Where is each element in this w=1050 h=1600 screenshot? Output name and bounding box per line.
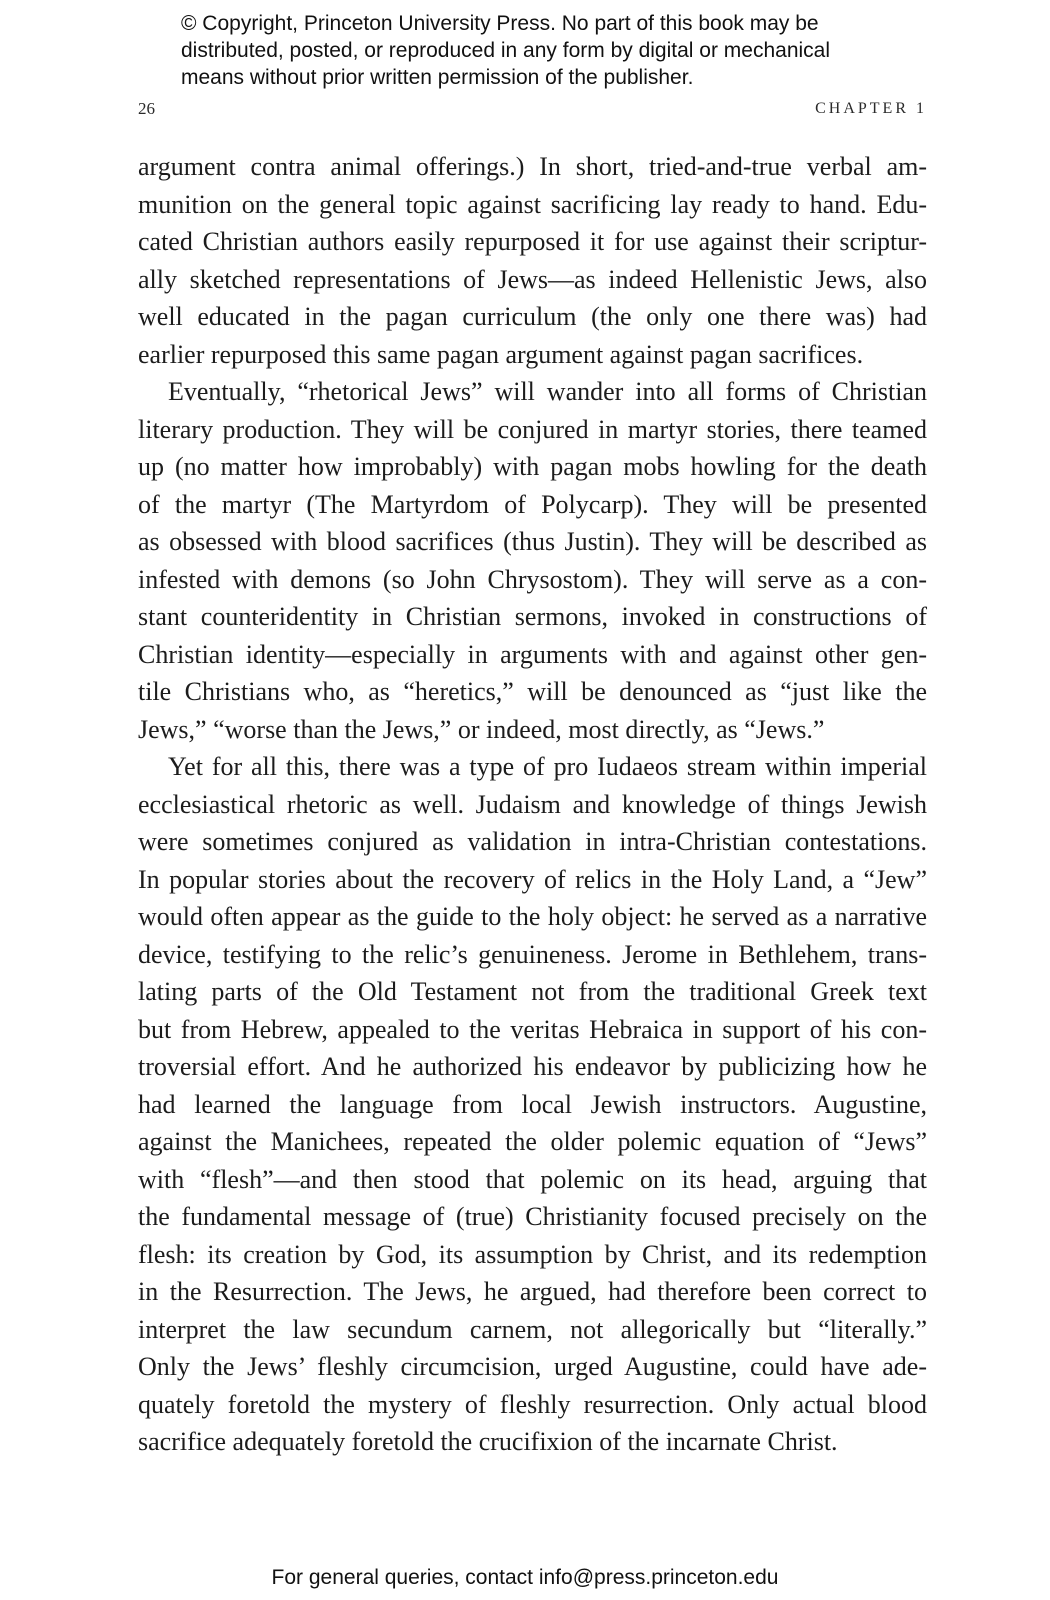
text-line: Jews,” “worse than the Jews,” or indeed, most directly, as “Jews.” (138, 714, 825, 744)
text-line: device, testifying to the relic’s genuineness. Jerome in Bethlehem, trans- (138, 939, 927, 969)
body-text (138, 148, 927, 1461)
text-line: troversial effort. And he authorized his endeavor by publicizing how he (138, 1052, 927, 1081)
footer-contact: For general queries, contact info@press.princeton.edu (271, 1566, 779, 1589)
text-line: stant counteridentity in Christian sermons, invoked in constructions of (138, 602, 927, 631)
copyright-line: distributed, posted, or reproduced in any form by digital or mechanical (181, 39, 831, 62)
text-line: as obsessed with blood sacrifices (thus Justin). They will be described as (138, 527, 927, 556)
text-line: flesh: its creation by God, its assumption by Christ, and its redemption (138, 1239, 927, 1269)
copyright-notice (181, 10, 941, 91)
running-head (138, 97, 927, 123)
text-line: were sometimes conjured as validation in intra-Christian contestations. (138, 827, 927, 856)
text-line: of the martyr (The Martyrdom of Polycarp). They will be presented (138, 489, 927, 519)
text-line: the fundamental message of (true) Christianity focused precisely on the (138, 1202, 927, 1231)
text-line: but from Hebrew, appealed to the veritas Hebraica in support of his con- (138, 1014, 927, 1044)
text-line: lating parts of the Old Testament not from the traditional Greek text (138, 977, 927, 1006)
text-line: argument contra animal offerings.) In short, tried-and-true verbal am- (138, 152, 927, 181)
text-line: Yet for all this, there was a type of pro Iudaeos stream within imperial (168, 752, 927, 781)
text-line: Christian identity—especially in arguments with and against other gen- (138, 639, 927, 669)
text-line: Eventually, “rhetorical Jews” will wander into all forms of Christian (168, 377, 927, 406)
text-line: cated Christian authors easily repurposed it for use against their scriptur- (138, 227, 927, 256)
text-line: In popular stories about the recovery of relics in the Holy Land, a “Jew” (138, 864, 927, 894)
page-number: 26 (138, 99, 155, 118)
text-line: sacrifice adequately foretold the crucifixion of the incarnate Christ. (138, 1427, 838, 1456)
chapter-label: CHAPTER 1 (815, 100, 927, 117)
text-line: in the Resurrection. The Jews, he argued, had therefore been correct to (138, 1277, 927, 1306)
text-line: well educated in the pagan curriculum (the only one there was) had (138, 302, 927, 331)
text-line: would often appear as the guide to the holy object: he served as a narrative (138, 902, 927, 931)
text-line: up (no matter how improbably) with pagan mobs howling for the death (138, 452, 927, 481)
text-line: Only the Jews’ fleshly circumcision, urged Augustine, could have ade- (138, 1352, 927, 1381)
copyright-line: © Copyright, Princeton University Press. No part of this book may be (181, 12, 819, 35)
text-line: against the Manichees, repeated the older polemic equation of “Jews” (138, 1127, 927, 1156)
text-line: interpret the law secundum carnem, not allegorically but “literally.” (138, 1314, 927, 1344)
text-line: earlier repurposed this same pagan argument against pagan sacrifices. (138, 339, 864, 369)
text-line: tile Christians who, as “heretics,” will be denounced as “just like the (138, 677, 927, 706)
text-line: literary production. They will be conjured in martyr stories, there teamed (138, 414, 927, 444)
text-line: quately foretold the mystery of fleshly resurrection. Only actual blood (138, 1389, 927, 1419)
copyright-line: means without prior written permission of the publisher. (181, 66, 694, 89)
text-line: munition on the general topic against sacrificing lay ready to hand. Edu- (138, 189, 927, 219)
text-line: infested with demons (so John Chrysostom). They will serve as a con- (138, 564, 927, 594)
text-line: ally sketched representations of Jews—as indeed Hellenistic Jews, also (138, 264, 927, 294)
text-line: ecclesiastical rhetoric as well. Judaism and knowledge of things Jewish (138, 789, 927, 819)
text-line: had learned the language from local Jewish instructors. Augustine, (138, 1089, 927, 1119)
text-line: with “flesh”—and then stood that polemic on its head, arguing that (138, 1164, 927, 1194)
